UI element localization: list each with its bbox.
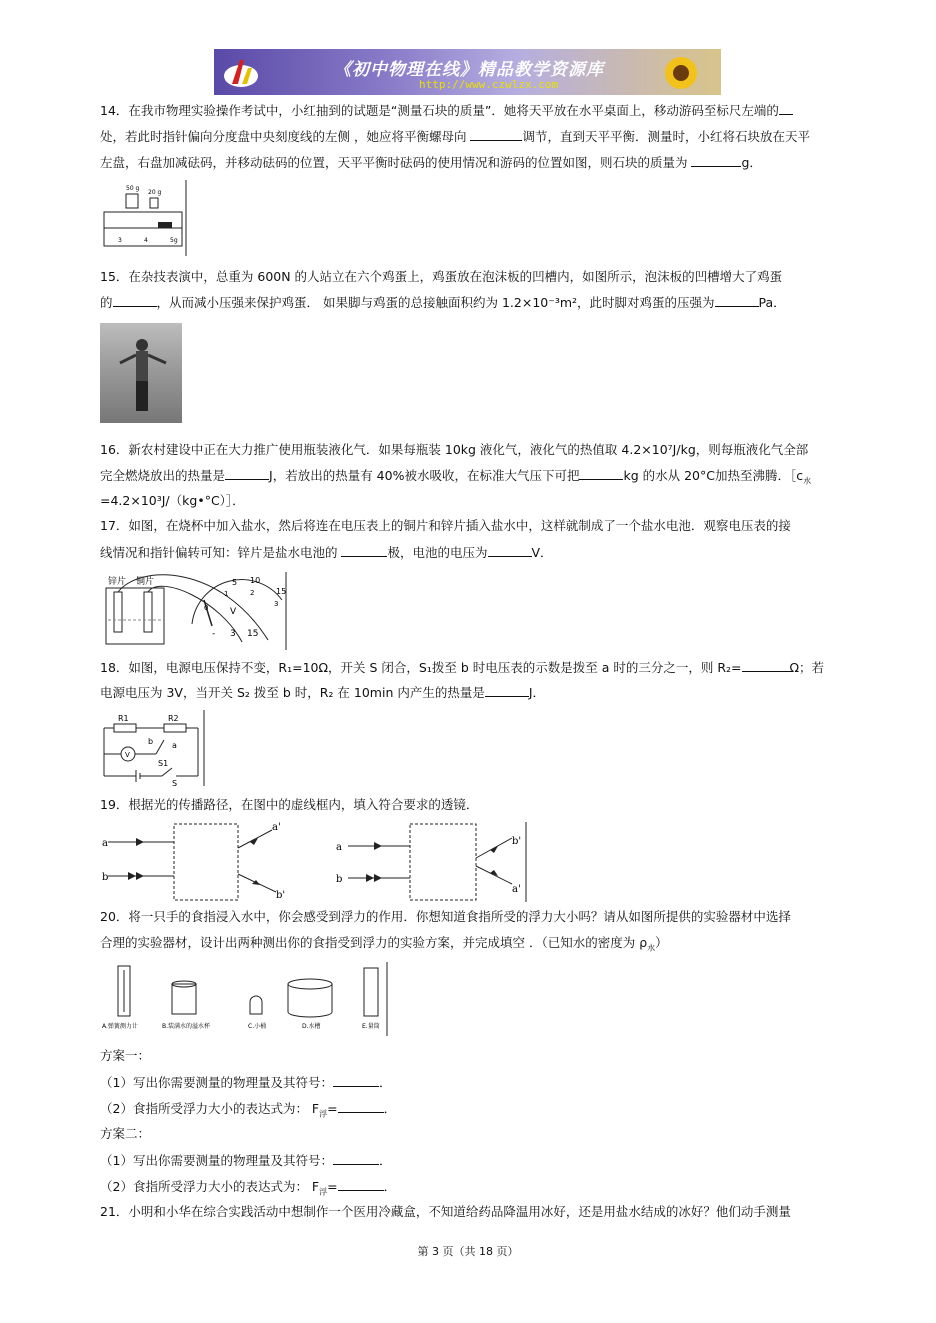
page-footer: 第 3 页（共 18 页） bbox=[417, 1245, 519, 1258]
q18-line2: 电源电压为 3V，当开关 S₂ 拨至 b 时，R₂ 在 10min 内产生的热量是 J． bbox=[100, 685, 546, 700]
q20-line2: 合理的实验器材，设计出两种测出你的食指受到浮力的实验方案，并完成填空 ．（已知水的密度为 $\rho_水$） bbox=[100, 935, 668, 953]
svg-text:b: b bbox=[148, 737, 154, 746]
q17-line2: 线情况和指针偏转可知：锌片是盐水电池的 极，电池的电压为 V． bbox=[100, 545, 553, 560]
weight-20g: 20 g bbox=[148, 189, 162, 196]
svg-text:a': a' bbox=[272, 822, 281, 833]
q21-line1: 21．小明和小华在综合实践活动中想制作一个医用冷藏盒，不知道给药品降温用冰好，还是用盐水结成的冰好？他们动手测量 bbox=[100, 1204, 791, 1219]
header-banner bbox=[214, 49, 721, 95]
plan2-item2: （2）食指所受浮力大小的表达式为： $F_浮=$ ． bbox=[100, 1179, 397, 1197]
svg-text:a: a bbox=[336, 842, 342, 853]
site-logo-icon bbox=[222, 54, 260, 90]
q16-line3: =4.2×10³J/（kg•°C）］． bbox=[100, 493, 245, 508]
plan2-heading: 方案二： bbox=[100, 1126, 151, 1141]
svg-text:5g: 5g bbox=[170, 237, 178, 244]
svg-text:S: S bbox=[172, 779, 178, 786]
svg-text:2: 2 bbox=[250, 589, 255, 597]
q14-line2: 处，若此时指针偏向分度盘中央刻度线的左侧 ，她应将平衡螺母向 调节，直到天平平衡．测量时，小红将石块放在天平 bbox=[100, 129, 810, 144]
svg-text:铜片: 铜片 bbox=[136, 577, 155, 587]
q16-line2: 完全燃烧放出的热量是 J，若放出的热量有 40%被水吸收，在标准大气压下可把 kg 的水从 20°C加热至沸腾．$[c_水$ bbox=[100, 468, 812, 486]
q15-line1: 15．在杂技表演中，总重为 600N 的人站立在六个鸡蛋上，鸡蛋放在泡沫板的凹槽内，如图所示，泡沫板的凹槽增大了鸡蛋 bbox=[100, 269, 783, 284]
svg-text:B.装满水的溢水杯: B.装满水的溢水杯 bbox=[162, 1023, 211, 1030]
q19-line1: 19．根据光的传播路径，在图中的虚线框内，填入符合要求的透镜． bbox=[100, 797, 479, 812]
svg-text:4: 4 bbox=[144, 237, 148, 244]
svg-text:1: 1 bbox=[224, 590, 229, 598]
q15-line2: 的 ，从而减小压强来保护鸡蛋． 如果脚与鸡蛋的总接触面积约为 1.2×10⁻³m²，此时脚对鸡蛋的压强为 Pa． bbox=[100, 295, 786, 310]
svg-text:R1: R1 bbox=[118, 714, 129, 723]
plan1-item1: （1）写出你需要测量的物理量及其符号： ． bbox=[100, 1075, 392, 1090]
svg-text:3: 3 bbox=[230, 629, 236, 639]
equipment-figure bbox=[100, 962, 392, 1036]
balance-figure bbox=[100, 180, 188, 256]
svg-text:b: b bbox=[102, 872, 109, 883]
sunflower-icon bbox=[651, 51, 711, 93]
plan1-item2: （2）食指所受浮力大小的表达式为： $F_浮=$ ． bbox=[100, 1101, 397, 1119]
plan1-heading: 方案一： bbox=[100, 1048, 151, 1063]
banner-title: 《初中物理在线》精品教学资源库 bbox=[334, 60, 604, 80]
svg-text:10: 10 bbox=[250, 576, 261, 585]
svg-text:a: a bbox=[172, 741, 177, 750]
svg-text:E.量筒: E.量筒 bbox=[362, 1023, 380, 1030]
acrobat-photo bbox=[100, 323, 182, 423]
q14-line1: 14．在我市物理实验操作考试中，小红抽到的试题是“测量石块的质量”．她将天平放在水平桌面上，移动游码至标尺左端的 bbox=[100, 102, 793, 119]
plan2-item1: （1）写出你需要测量的物理量及其符号： ． bbox=[100, 1153, 392, 1168]
svg-text:15: 15 bbox=[247, 629, 259, 639]
svg-text:R2: R2 bbox=[168, 714, 179, 723]
circuit-figure bbox=[100, 710, 206, 786]
svg-text:D.水槽: D.水槽 bbox=[302, 1023, 321, 1030]
svg-text:15: 15 bbox=[276, 587, 287, 596]
svg-text:-: - bbox=[212, 629, 216, 639]
q14-line3: 左盘，右盘加减砝码，并移动砝码的位置，天平平衡时砝码的使用情况和游码的位置如图，则石块的质量为 g． bbox=[100, 155, 762, 170]
svg-text:a: a bbox=[102, 838, 108, 849]
svg-text:3: 3 bbox=[274, 600, 279, 608]
svg-text:V: V bbox=[125, 751, 130, 759]
svg-text:0: 0 bbox=[204, 604, 209, 612]
svg-text:b': b' bbox=[276, 890, 286, 901]
salt-battery-figure bbox=[100, 570, 290, 650]
svg-text:b': b' bbox=[512, 836, 522, 847]
banner-url[interactable]: http://www.czwlzx.com bbox=[419, 78, 559, 91]
q16-line1: 16．新农村建设中正在大力推广使用瓶装液化气．如果每瓶装 10kg 液化气，液化气的热值取 4.2×10⁷J/kg，则每瓶液化气全部 bbox=[100, 442, 809, 457]
svg-text:C.小桶: C.小桶 bbox=[248, 1023, 267, 1030]
svg-text:5: 5 bbox=[232, 578, 238, 587]
svg-text:3: 3 bbox=[118, 237, 122, 244]
svg-text:b: b bbox=[336, 874, 343, 885]
weight-50g: 50 g bbox=[126, 185, 140, 192]
svg-text:a': a' bbox=[512, 884, 521, 895]
q17-line1: 17．如图，在烧杯中加入盐水，然后将连在电压表上的铜片和锌片插入盐水中，这样就制成了一个盐水电池．观察电压表的接 bbox=[100, 518, 791, 533]
svg-text:V: V bbox=[230, 607, 237, 617]
svg-text:S1: S1 bbox=[158, 759, 169, 768]
q20-line1: 20．将一只手的食指浸入水中，你会感受到浮力的作用．你想知道食指所受的浮力大小吗？请从如图所提供的实验器材中选择 bbox=[100, 909, 791, 924]
svg-text:A.弹簧测力计: A.弹簧测力计 bbox=[102, 1023, 138, 1030]
lens-figure bbox=[100, 818, 560, 902]
svg-text:锌片: 锌片 bbox=[108, 577, 127, 587]
q18-line1: 18．如图，电源电压保持不变，R₁=10Ω，开关 S 闭合，S₁拨至 b 时电压表的示数是拨至 a 时的三分之一，则 R₂= Ω；若 bbox=[100, 660, 825, 675]
